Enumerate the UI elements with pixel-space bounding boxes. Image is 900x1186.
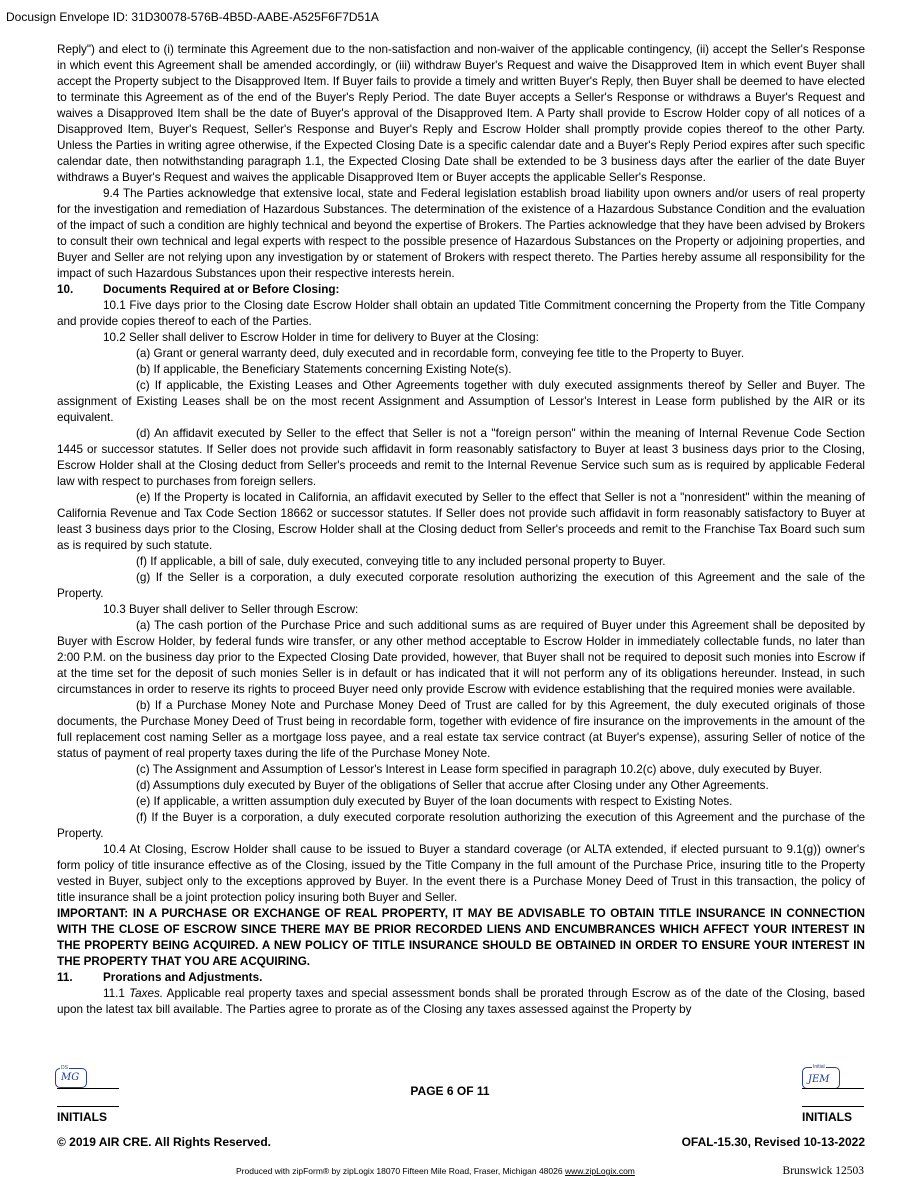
paragraph-10-2-d: (d) An affidavit executed by Seller to the effect that Seller is not a "foreign person" within the meaning of Internal Revenue Code Section 1445 or successor statutes. If Seller does not provide such affidavit in form reasonably satisfactory to Buyer at least 3 business days prior to the Closing, Escrow Holder shall at the Closing deduct from Seller's proceeds and remit to the Internal Revenue Service such sum as is required by applicable Federal law with respect to purchases from foreign sellers. bbox=[57, 427, 865, 488]
document-body bbox=[57, 42, 865, 1018]
produced-text: Produced with zipForm® by zipLogix 18070 Fifteen Mile Road, Fraser, Michigan 48026 bbox=[236, 1166, 565, 1176]
docusign-initial-tag-right: Initial bbox=[813, 1064, 825, 1070]
section-11-heading bbox=[57, 970, 865, 986]
paragraph-11-1-title: Taxes. bbox=[129, 987, 164, 1000]
paragraph-10-2-f: (f) If applicable, a bill of sale, duly executed, conveying title to any included personal property to Buyer. bbox=[136, 555, 666, 568]
section-10-heading bbox=[57, 282, 865, 298]
paragraph-10-3-e: (e) If applicable, a written assumption duly executed by Buyer of the loan documents with respect to Existing Notes. bbox=[136, 795, 733, 808]
paragraph-9-4: 9.4 The Parties acknowledge that extensive local, state and Federal legislation establish broad liability upon owners and/or users of real property for the investigation and remediation of Hazardous Substances. The determination of the existence of a Hazardous Substance Condition and the evaluation of the impact of such a condition are highly technical and beyond the expertise of Brokers. The Parties acknowledge that they have been advised by Brokers to consult their own technical and legal experts with respect to the possible presence of Hazardous Substances on the Property or adjoining properties, and Buyer and Seller are not relying upon any investigation by or statement of Brokers with respect thereto. The Parties hereby assume all responsibility for the impact of such Hazardous Substances upon their respective interests herein. bbox=[57, 187, 866, 280]
paragraph-10-4: 10.4 At Closing, Escrow Holder shall cause to be issued to Buyer a standard coverage (or ALTA extended, if elected pursuant to 9.1(g)) owner's form policy of title insurance effective as of the Closing, issued by the Title Company in the full amount of the Purchase Price, insuring title to the Property vested in Buyer, subject only to the exceptions approved by Buyer. In the event there is a Purchase Money Deed of Trust in this transaction, the policy of title insurance shall be a joint protection policy insuring both Buyer and Seller. bbox=[57, 843, 865, 904]
paragraph-10-1: 10.1 Five days prior to the Closing date Escrow Holder shall obtain an updated Title Commitment concerning the Property from the Title Company and provide copies thereof to each of the Parties. bbox=[57, 299, 865, 328]
paragraph-11-1-text: Applicable real property taxes and special assessment bonds shall be prorated through Escrow as of the date of the Closing, based upon the latest tax bill available. The Parties agree to prorate as of the Closing any taxes assessed against the Property by bbox=[57, 987, 865, 1016]
ziplogix-link[interactable]: www.zipLogix.com bbox=[564, 1166, 635, 1176]
copyright: © 2019 AIR CRE. All Rights Reserved. bbox=[57, 1135, 272, 1149]
initial-line-left bbox=[57, 1106, 119, 1107]
paragraph-9-3-continued: Reply") and elect to (i) terminate this Agreement due to the non-satisfaction and non-waiver of the applicable contingency, (ii) accept the Seller's Response in which event this Agreement shall be amended accordingly, or (iii) withdraw Buyer's Request and waive the Disapproved Item in which event Buyer shall accept the Property subject to the Disapproved Item. If Buyer fails to provide a timely and written Buyer's Reply, then Buyer shall be deemed to have elected to terminate this Agreement as of the end of the Buyer's Reply Period. The date Buyer accepts a Seller's Response or withdraws a Buyer's Request and waives a Disapproved Item shall be the date of Buyer's approval of the Disapproved Item. A Party shall provide to Escrow Holder copy of all notices of a Disapproved Item, Buyer's Request, Seller's Response and Buyer's Reply and Escrow Holder shall promptly provide copies thereof to the other Party. Unless the Parties in writing agree otherwise, if the Expected Closing Date is a specific calendar date and a Buyer's Reply Period expires after such specific calendar date, then notwithstanding paragraph 1.1, the Expected Closing Date shall be extended to be 3 business days after the earlier of the date Buyer withdraws a Buyer's Request and waives the applicable Disapproved Item or Buyer accepts the applicable Seller's Response. bbox=[57, 43, 865, 184]
initials-label-left: INITIALS bbox=[57, 1110, 107, 1124]
docusign-ds-tag: DS bbox=[61, 1065, 68, 1071]
important-notice: IMPORTANT: IN A PURCHASE OR EXCHANGE OF REAL PROPERTY, IT MAY BE ADVISABLE TO OBTAIN TITLE INSURANCE IN CONNECTION WITH THE CLOSE OF ESCROW SINCE THERE MAY BE PRIOR RECORDED LIENS AND ENCUMBRANCES WHICH AFFECT YOUR INTEREST IN THE PROPERTY BEING ACQUIRED. A NEW POLICY OF TITLE INSURANCE SHOULD BE OBTAINED IN ORDER TO ENSURE YOUR INTEREST IN THE PROPERTY THAT YOU ARE ACQUIRING. bbox=[57, 907, 865, 968]
paragraph-10-3: 10.3 Buyer shall deliver to Seller through Escrow: bbox=[103, 603, 359, 616]
envelope-id: Docusign Envelope ID: 31D30078-576B-4B5D-AABE-A525F6F7D51A bbox=[6, 10, 379, 24]
paragraph-10-2-b: (b) If applicable, the Beneficiary Statements concerning Existing Note(s). bbox=[136, 363, 512, 376]
initials-label-right: INITIALS bbox=[802, 1110, 852, 1124]
section-10-title: Documents Required at or Before Closing: bbox=[103, 283, 340, 296]
paragraph-11-1 bbox=[57, 986, 865, 1018]
page-number: PAGE 6 OF 11 bbox=[410, 1084, 490, 1098]
paragraph-10-2-g: (g) If the Seller is a corporation, a duly executed corporate resolution authorizing the execution of this Agreement and the sale of the Property. bbox=[57, 571, 865, 600]
paragraph-10-3-f: (f) If the Buyer is a corporation, a duly executed corporate resolution authorizing the execution of this Agreement and the purchase of the Property. bbox=[57, 811, 865, 840]
section-11-number: 11. bbox=[57, 971, 73, 984]
paragraph-11-1-number: 11.1 bbox=[103, 987, 130, 1000]
paragraph-10-3-b: (b) If a Purchase Money Note and Purchase Money Deed of Trust are called for by this Agreement, the duly executed originals of those documents, the Purchase Money Deed of Trust being in recordable form, together with evidence of fire insurance on the improvements in the amount of the full replacement cost naming Seller as a mortgage loss payee, and a real estate tax service contract (at Buyer's expense), assuring Seller of notice of the status of payment of real property taxes during the life of the Purchase Money Note. bbox=[57, 699, 865, 760]
paragraph-10-3-d: (d) Assumptions duly executed by Buyer of the obligations of Seller that accrue after Closing under any Other Agreements. bbox=[136, 779, 769, 792]
brunswick-label: Brunswick 12503 bbox=[782, 1165, 864, 1177]
produced-with bbox=[236, 1166, 635, 1176]
paragraph-10-3-c: (c) The Assignment and Assumption of Lessor's Interest in Lease form specified in paragraph 10.2(c) above, duly executed by Buyer. bbox=[136, 763, 823, 776]
paragraph-10-2-a: (a) Grant or general warranty deed, duly executed and in recordable form, conveying fee title to the Property to Buyer. bbox=[136, 347, 745, 360]
section-11-title: Prorations and Adjustments. bbox=[103, 971, 263, 984]
paragraph-10-2-c: (c) If applicable, the Existing Leases and Other Agreements together with duly executed assignments thereof by Seller and Buyer. The assignment of Existing Leases shall be on the most recent Assignment and Assumption of Lessor's Interest in Lease form published by the AIR or its equivalent. bbox=[57, 379, 865, 424]
paragraph-10-3-a: (a) The cash portion of the Purchase Price and such additional sums as are required of Buyer under this Agreement shall be deposited by Buyer with Escrow Holder, by federal funds wire transfer, or any other method acceptable to Escrow Holder in immediately collectable funds, no later than 2:00 P.M. on the business day prior to the Expected Closing Date provided, however, that Buyer shall not be required to deposit such monies into Escrow if at the time set for the deposit of such monies Seller is in default or has indicated that it will not perform any of its obligations hereunder. Instead, in such circumstances in order to reserve its rights to proceed Buyer need only provide Escrow with evidence establishing that the required monies were available. bbox=[57, 619, 865, 696]
form-revision: OFAL-15.30, Revised 10-13-2022 bbox=[681, 1135, 865, 1149]
initial-signature-left: MG bbox=[61, 1072, 80, 1083]
initial-signature-right: JEM bbox=[808, 1074, 830, 1085]
paragraph-10-2: 10.2 Seller shall deliver to Escrow Holder in time for delivery to Buyer at the Closing: bbox=[103, 331, 539, 344]
initial-line-right bbox=[802, 1106, 864, 1107]
paragraph-10-2-e: (e) If the Property is located in California, an affidavit executed by Seller to the effect that Seller is not a "nonresident" within the meaning of California Revenue and Tax Code Section 18662 or successor statutes. If Seller does not provide such affidavit in form reasonably satisfactory to Buyer at least 3 business days prior to the Closing, Escrow Holder shall at the Closing deduct from Seller's proceeds and remit to the Franchise Tax Board such sum as is required by such statute. bbox=[57, 491, 865, 552]
section-10-number: 10. bbox=[57, 283, 74, 296]
